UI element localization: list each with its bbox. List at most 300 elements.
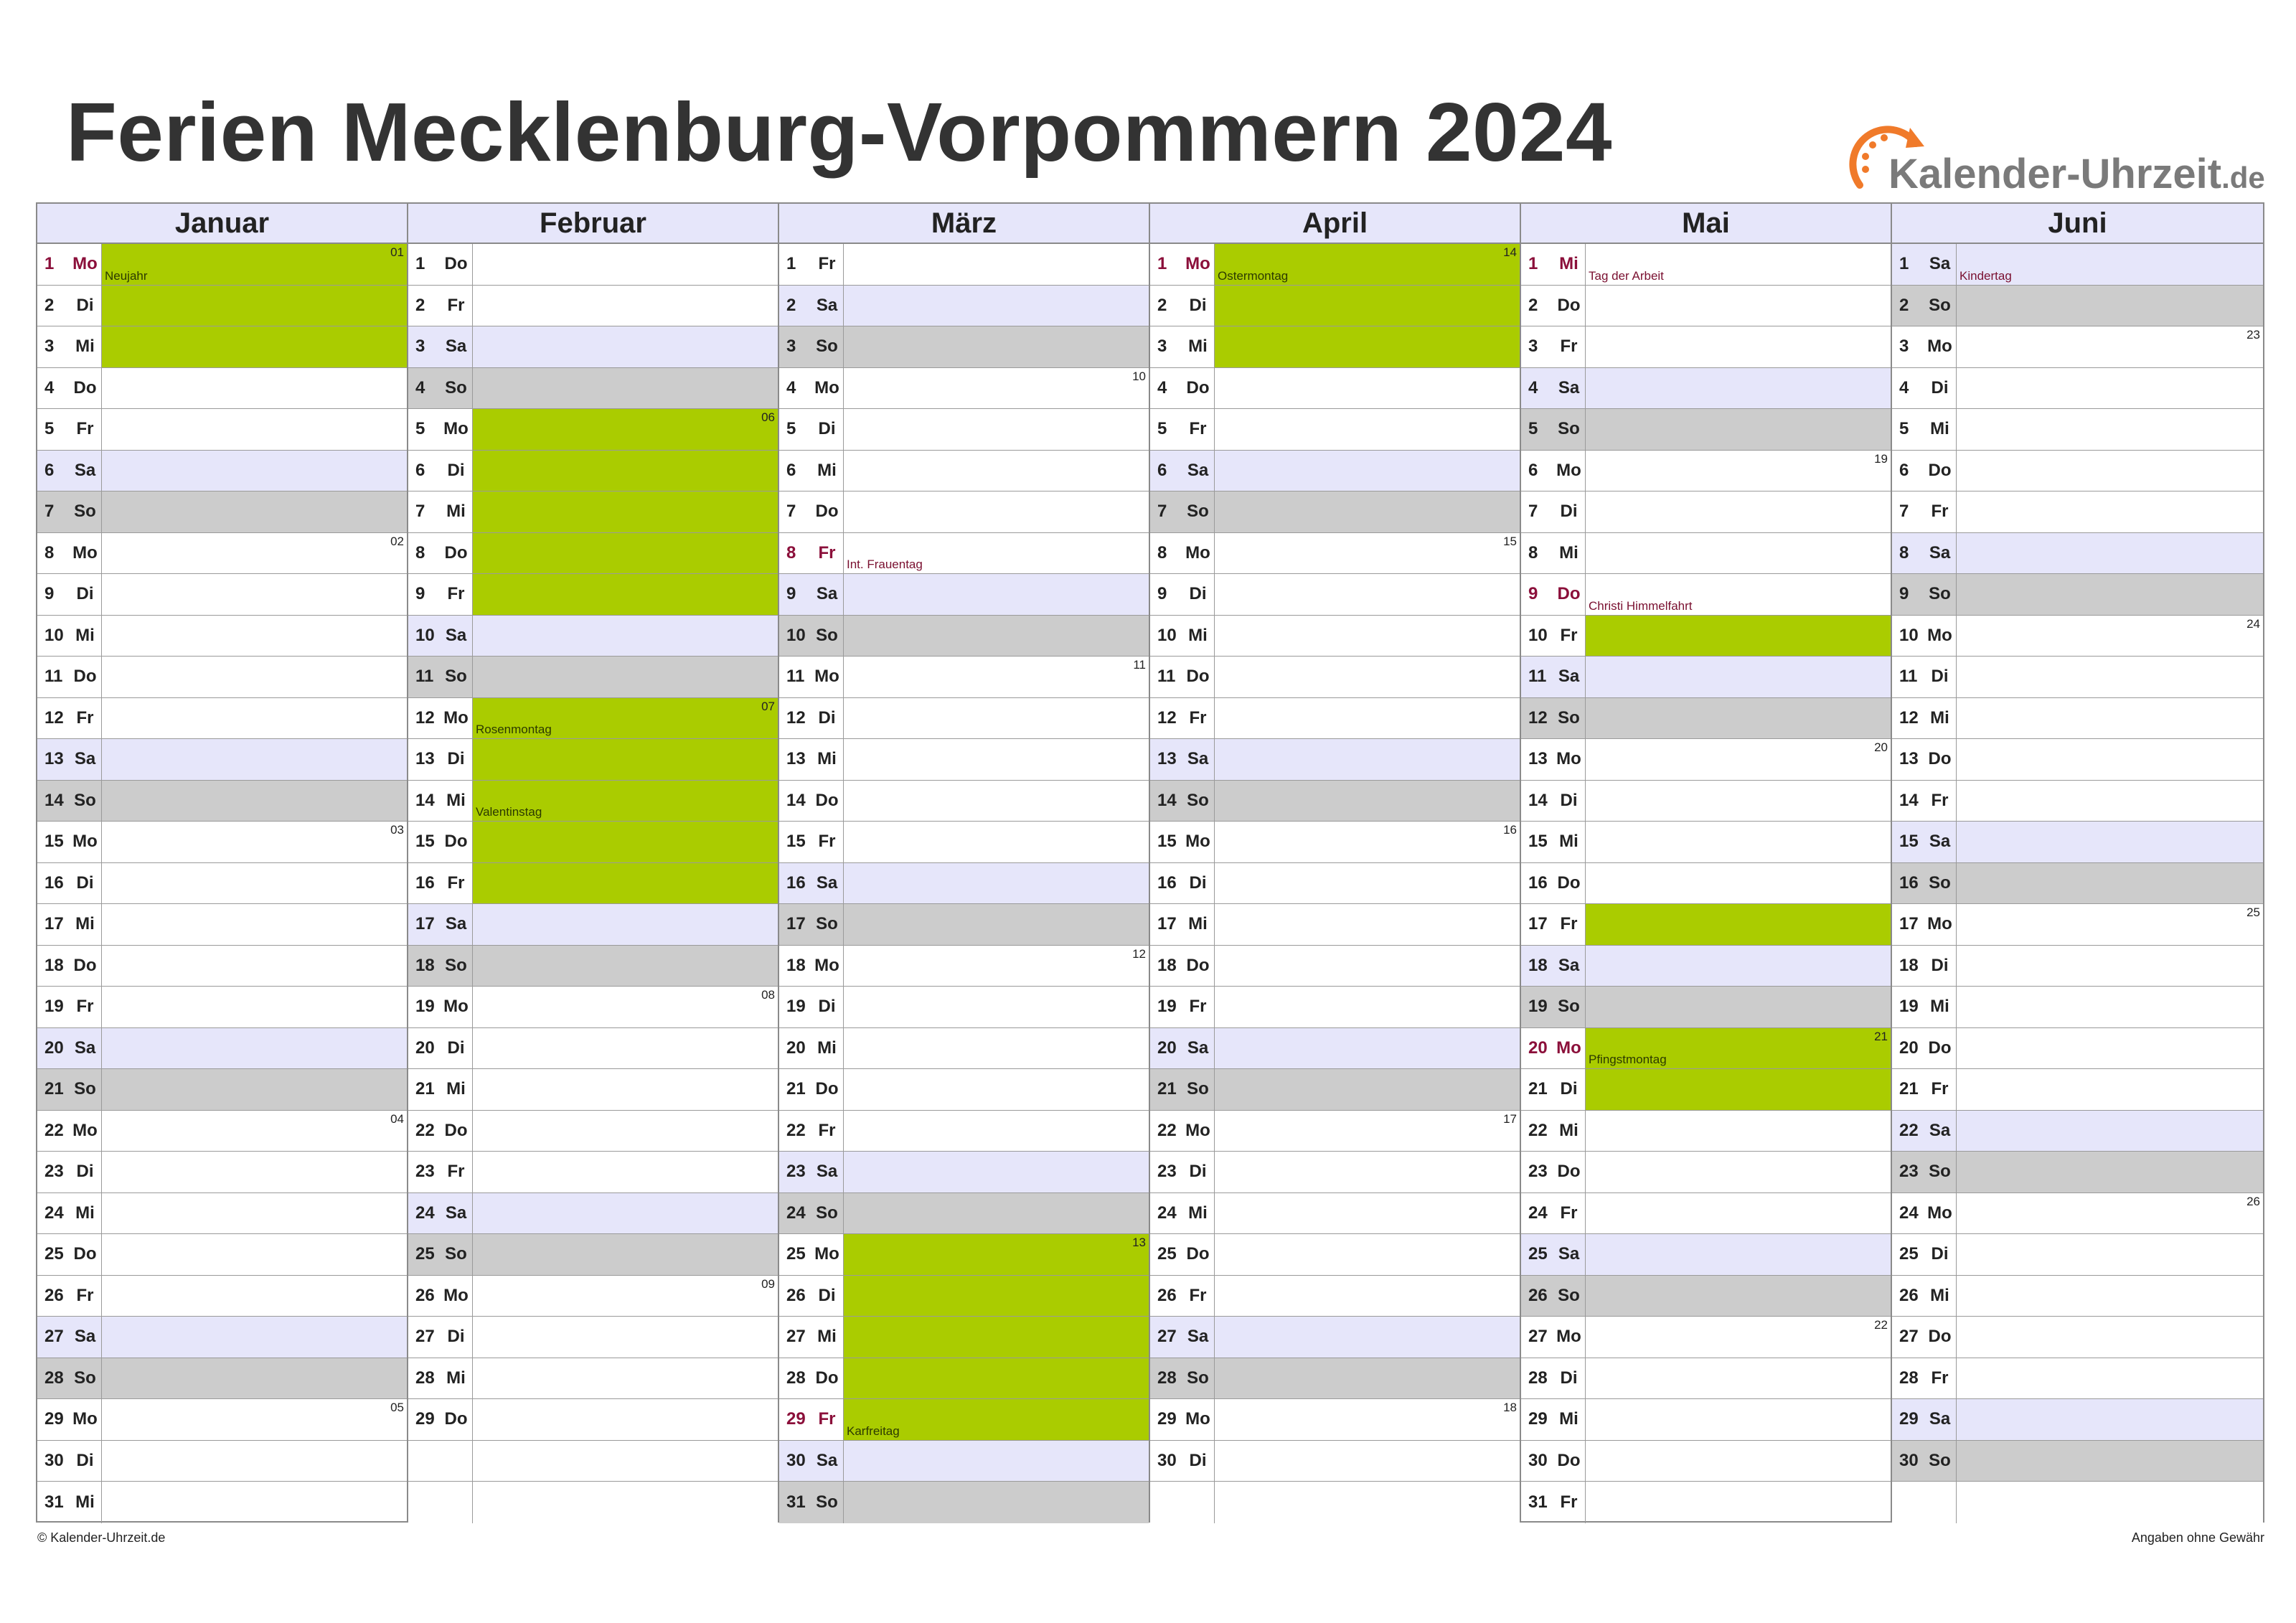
day-label [1150,1152,1215,1192]
day-label [779,987,844,1027]
day-number: 15 [786,832,806,852]
day-row [37,244,407,286]
day-cell [1215,863,1520,904]
day-row [1521,781,1891,822]
day-number: 6 [1899,460,1909,480]
month-column [1892,204,2263,1521]
weekday: Do [815,1368,839,1388]
day-row [1521,822,1891,863]
day-label [1150,1234,1215,1275]
weekday: So [445,667,467,687]
day-label [1521,451,1586,491]
day-number: 21 [1528,1079,1548,1099]
day-row [37,946,407,987]
day-number: 2 [786,295,796,315]
day-row [1892,1441,2263,1482]
day-number: 3 [415,337,425,357]
weekday: Sa [816,1162,838,1182]
weekday: Do [1186,377,1210,397]
weekday: Mo [1185,254,1210,274]
day-label [779,574,844,615]
day-row [1892,574,2263,616]
day-cell [1957,1234,2263,1275]
weekday: So [1558,997,1580,1017]
day-label [1150,781,1215,822]
weekday: Do [444,832,468,852]
day-number: 25 [415,1244,435,1264]
day-row [37,1152,407,1193]
day-row [37,491,407,533]
day-row [779,1152,1149,1193]
day-label [1150,1317,1215,1358]
day-row [779,1234,1149,1276]
day-row [1892,946,2263,987]
week-number: 05 [390,1401,404,1414]
day-label [1892,1276,1957,1317]
day-cell [1215,491,1520,532]
day-row [37,1358,407,1400]
day-number: 2 [415,295,425,315]
weekday: Mo [814,1244,839,1264]
day-row [1892,286,2263,327]
day-label [1521,946,1586,987]
day-cell [473,244,778,285]
day-label [1892,822,1957,862]
day-row [1521,616,1891,657]
day-number: 9 [415,584,425,604]
day-label [1150,987,1215,1027]
day-number: 6 [44,460,55,480]
day-row [1150,657,1520,698]
day-cell [1957,1399,2263,1440]
day-cell [1215,739,1520,780]
weekday: So [816,625,838,645]
day-row [779,657,1149,698]
event-label: Neujahr [105,268,148,283]
day-label [1150,946,1215,987]
day-row [408,326,778,368]
logo-domain: .de [2221,161,2265,194]
weekday: Do [73,955,97,975]
day-number: 24 [415,1203,435,1223]
day-cell [1215,698,1520,739]
week-number: 16 [1503,823,1517,837]
weekday: Fr [76,707,94,728]
day-label [1892,1069,1957,1110]
day-label [1892,863,1957,904]
day-label [1150,286,1215,326]
day-row [1521,1069,1891,1111]
weekday: Di [447,1327,465,1347]
day-cell [1586,1069,1891,1110]
weekday: Mo [1185,542,1210,563]
day-label [37,533,102,574]
week-number: 21 [1874,1029,1888,1043]
day-row [408,657,778,698]
day-label [1521,533,1586,574]
day-cell [1586,946,1891,987]
day-row [1521,904,1891,946]
day-row [1892,451,2263,492]
day-cell [102,616,407,657]
day-cell [102,781,407,822]
day-number: 11 [1157,667,1176,687]
day-number: 20 [1528,1038,1548,1058]
day-cell [1215,657,1520,697]
weekday: Mo [1927,337,1952,357]
weekday: Sa [1187,1327,1209,1347]
month-header: Mai [1521,204,1891,244]
day-row [1521,368,1891,410]
day-label [779,657,844,697]
day-cell [1957,409,2263,450]
day-row [779,1028,1149,1070]
weekday: Mi [75,914,95,934]
day-row [1892,904,2263,946]
day-row [1150,698,1520,740]
day-number: 24 [1899,1203,1919,1223]
day-label [408,1111,473,1152]
day-number: 9 [44,584,55,604]
week-number: 03 [390,823,404,837]
day-cell [1215,1234,1520,1275]
weekday: Di [1931,377,1949,397]
day-label [1892,1358,1957,1399]
week-number: 23 [2246,328,2260,342]
day-number: 20 [44,1038,64,1058]
day-number: 8 [44,542,55,563]
day-number: 20 [415,1038,435,1058]
day-cell [844,1069,1149,1110]
day-cell [102,1482,407,1523]
weekday: Mi [1930,1285,1949,1305]
day-label [779,1358,844,1399]
day-label [1892,1193,1957,1234]
day-cell [1957,244,2263,285]
day-label [1892,616,1957,657]
weekday: Mi [1930,419,1949,439]
day-row [1150,244,1520,286]
day-cell [473,1276,778,1317]
day-cell [1957,491,2263,532]
day-label [779,1317,844,1358]
day-row [408,1358,778,1400]
day-label [408,1069,473,1110]
day-row [408,1276,778,1317]
weekday: Fr [1560,625,1578,645]
day-row [1150,781,1520,822]
day-cell [473,574,778,615]
day-number: 12 [1899,707,1919,728]
day-number: 25 [786,1244,806,1264]
weekday: Mi [446,1079,466,1099]
day-label [779,1111,844,1152]
weekday: Do [1557,1450,1581,1470]
day-number: 18 [44,955,64,975]
day-row [1521,657,1891,698]
day-number: 8 [1157,542,1167,563]
weekday: Mi [1188,337,1208,357]
day-number: 11 [44,667,63,687]
weekday: Fr [76,1285,94,1305]
day-cell [473,739,778,780]
weekday: So [816,1492,838,1512]
day-cell [473,822,778,862]
day-row [408,574,778,616]
weekday: Fr [1931,1368,1949,1388]
day-row [408,286,778,327]
day-cell [102,1399,407,1440]
day-label [37,946,102,987]
day-row [408,822,778,863]
day-number: 12 [1157,707,1177,728]
day-cell [1586,1399,1891,1440]
day-label [1521,244,1586,285]
weekday: Mo [72,542,98,563]
day-row [408,1399,778,1441]
day-label [408,409,473,450]
day-row [1150,1234,1520,1276]
day-label [1150,1399,1215,1440]
day-number: 16 [1528,872,1548,893]
day-cell [102,657,407,697]
weekday: Sa [1929,1409,1951,1429]
day-row [408,1193,778,1235]
day-row [37,822,407,863]
day-label [37,1152,102,1192]
day-number: 11 [786,667,805,687]
day-number: 1 [44,254,55,274]
day-label [408,491,473,532]
weekday: So [74,1079,96,1099]
day-number: 14 [786,790,806,810]
day-cell [1957,987,2263,1027]
day-label [37,451,102,491]
day-cell [1957,368,2263,409]
event-label: Kindertag [1959,268,2012,283]
day-row [1521,1317,1891,1358]
weekday: Sa [1558,1244,1580,1264]
day-cell [473,1193,778,1234]
page-title: Ferien Mecklenburg-Vorpommern 2024 [66,85,1613,179]
weekday: Mi [1930,707,1949,728]
day-cell [1957,698,2263,739]
day-row [408,987,778,1028]
day-number: 13 [415,749,435,769]
day-label [37,1441,102,1482]
week-number: 19 [1874,451,1888,466]
weekday: Mi [446,790,466,810]
day-label [1150,326,1215,367]
day-label [1150,533,1215,574]
day-cell [1586,244,1891,285]
day-number: 21 [415,1079,435,1099]
day-label [1150,368,1215,409]
weekday: So [445,955,467,975]
day-label [1521,1317,1586,1358]
day-number: 19 [1157,997,1177,1017]
weekday: So [1929,584,1951,604]
day-number: 31 [1528,1492,1548,1512]
day-label [37,616,102,657]
day-label [779,409,844,450]
day-number: 3 [44,337,55,357]
day-number: 28 [1157,1368,1177,1388]
event-label: Ostermontag [1218,268,1289,283]
day-label [1150,863,1215,904]
day-label [408,904,473,945]
site-logo[interactable] [1844,115,2274,201]
day-number: 30 [1899,1450,1919,1470]
day-label [779,533,844,574]
day-label [37,1069,102,1110]
day-label [1521,904,1586,945]
weekday: So [1187,1368,1209,1388]
day-number: 14 [415,790,435,810]
day-row [408,491,778,533]
weekday: Fr [76,997,94,1017]
weekday: Fr [1560,1203,1578,1223]
weekday: Do [815,502,839,522]
weekday: Fr [818,1120,836,1140]
day-cell [102,533,407,574]
day-label [1521,616,1586,657]
day-label [408,533,473,574]
day-label [1150,904,1215,945]
day-number: 19 [44,997,64,1017]
weekday: Sa [1929,254,1951,274]
day-label [1150,1069,1215,1110]
day-cell [1957,326,2263,367]
weekday: So [1929,295,1951,315]
weekday: Di [447,749,465,769]
week-number: 22 [1874,1318,1888,1332]
day-row [37,657,407,698]
weekday: Sa [1929,542,1951,563]
day-cell [102,904,407,945]
day-row [1521,946,1891,987]
day-number: 25 [1528,1244,1548,1264]
weekday: Sa [1558,955,1580,975]
day-row [1892,781,2263,822]
weekday: Mo [1185,1409,1210,1429]
day-label [1521,781,1586,822]
day-row [37,451,407,492]
day-number: 25 [44,1244,64,1264]
day-number: 27 [44,1327,64,1347]
weekday: Di [76,584,94,604]
day-cell [1215,1317,1520,1358]
weekday: Mo [72,1120,98,1140]
day-number: 29 [415,1409,435,1429]
weekday: Di [1189,584,1207,604]
day-number: 21 [1899,1079,1919,1099]
weekday: Fr [1931,790,1949,810]
day-row [408,1028,778,1070]
copyright-note: © Kalender-Uhrzeit.de [37,1530,166,1545]
day-number: 23 [786,1162,806,1182]
day-cell [102,574,407,615]
weekday: Do [73,667,97,687]
day-row [779,1441,1149,1482]
day-cell [102,987,407,1027]
day-cell [1586,1441,1891,1482]
day-label [1150,1276,1215,1317]
day-cell [1957,904,2263,945]
day-row [1521,1276,1891,1317]
day-row [779,822,1149,863]
weekday: Mi [1559,542,1578,563]
day-row [779,987,1149,1028]
day-cell [1215,904,1520,945]
weekday: So [1558,707,1580,728]
weekday: Mi [75,625,95,645]
weekday: Di [76,872,94,893]
day-label [779,1028,844,1069]
weekday: Mo [443,419,469,439]
day-number: 18 [1528,955,1548,975]
day-row [779,1069,1149,1111]
day-label [37,1193,102,1234]
weekday: Mo [814,667,839,687]
day-label [1892,533,1957,574]
day-label [1150,1193,1215,1234]
month-header: Juni [1892,204,2263,244]
day-cell [1586,698,1891,739]
day-row [37,1234,407,1276]
week-number: 15 [1503,534,1517,548]
day-label [408,326,473,367]
weekday: Fr [447,872,465,893]
day-number: 21 [1157,1079,1177,1099]
day-row [408,739,778,781]
day-label [1521,326,1586,367]
day-label [408,657,473,697]
weekday: So [1187,502,1209,522]
day-label [1892,1441,1957,1482]
day-number: 13 [1157,749,1177,769]
day-cell [473,904,778,945]
weekday: Fr [1189,707,1207,728]
day-row [1892,657,2263,698]
day-cell [844,987,1149,1027]
weekday: Fr [818,542,836,563]
day-number: 4 [1528,377,1538,397]
day-row [779,326,1149,368]
day-row [37,1399,407,1441]
day-cell [1957,616,2263,657]
day-cell [102,1111,407,1152]
day-cell [1215,781,1520,822]
day-label [779,286,844,326]
day-cell [844,1193,1149,1234]
day-row [1521,1152,1891,1193]
weekday: Sa [74,1038,96,1058]
day-row [408,946,778,987]
day-label [779,822,844,862]
weekday: Mi [817,1327,837,1347]
disclaimer-note: Angaben ohne Gewähr [2131,1530,2264,1545]
day-cell [1586,326,1891,367]
day-row [1892,1276,2263,1317]
day-cell [102,1358,407,1399]
day-number: 7 [1528,502,1538,522]
day-row [37,286,407,327]
weekday: Di [1189,295,1207,315]
day-number: 17 [1528,914,1548,934]
day-number: 23 [1528,1162,1548,1182]
day-cell [102,698,407,739]
